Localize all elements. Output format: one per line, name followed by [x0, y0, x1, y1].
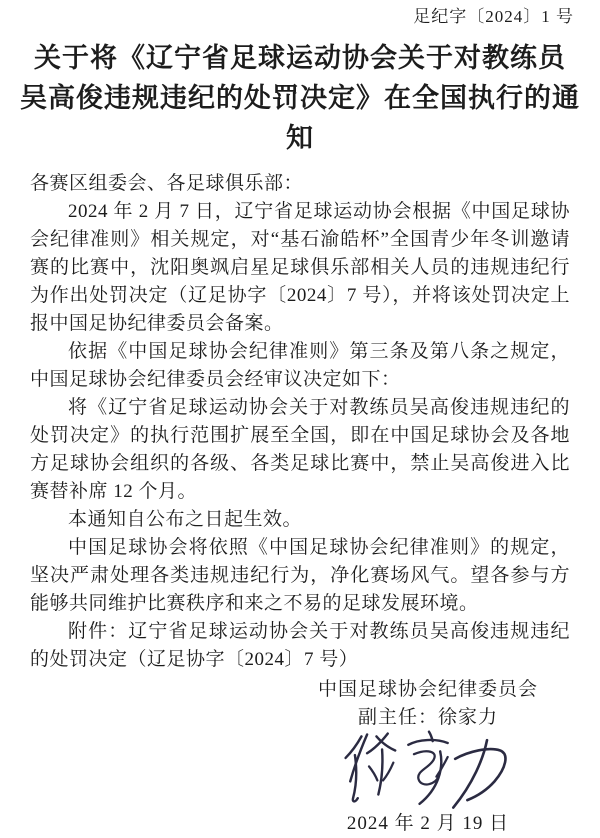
doc-number: 足纪字〔2024〕1 号	[413, 7, 574, 26]
notice-title-line-2: 吴高俊违规违纪的处罚决定》在全国执行的通知	[20, 83, 580, 153]
handwritten-signature	[339, 728, 517, 816]
paragraph-decision-background: 2024 年 2 月 7 日，辽宁省足球运动协会根据《中国足球协会纪律准则》相关规定，对“基石渝皓杯”全国青少年冬训邀请赛的比赛中，沈阳奥飒启星足球俱乐部相关人员的违规违纪行为作出处罚决定（辽足协字〔2024〕7 号），并将该处罚决定上报中国足协纪律委员会备案。	[30, 201, 570, 334]
signoff-block	[318, 676, 538, 838]
signature-strokes-icon	[339, 729, 517, 815]
signoff-organization: 中国足球协会纪律委员会	[317, 679, 538, 700]
paragraph-closing-statement: 中国足球协会将依照《中国足球协会纪律准则》的规定，坚决严肃处理各类违规违纪行为，净化赛场风气。望各参与方能够共同维护比赛秩序和来之不易的足球发展环境。	[30, 537, 570, 614]
paragraph-effective-date: 本通知自公布之日起生效。	[68, 509, 303, 530]
signoff-date: 2024 年 2 月 19 日	[346, 813, 510, 834]
notice-title-line-1: 关于将《辽宁省足球运动协会关于对教练员	[34, 43, 566, 73]
paragraph-attachment: 附件：辽宁省足球运动协会关于对教练员吴高俊违规违纪的处罚决定（辽足协字〔2024〕7 号）	[30, 621, 570, 670]
salutation: 各赛区组委会、各足球俱乐部：	[30, 173, 304, 194]
signoff-signer-title: 副主任：徐家力	[357, 707, 498, 728]
notice-body	[30, 170, 570, 674]
notice-title	[18, 38, 582, 158]
paragraph-legal-basis: 依据《中国足球协会纪律准则》第三条及第八条之规定，中国足球协会纪律委员会经审议决定如下：	[30, 341, 570, 390]
paragraph-punishment-scope: 将《辽宁省足球运动协会关于对教练员吴高俊违规违纪的处罚决定》的执行范围扩展至全国，即在中国足球协会及各地方足球协会组织的各级、各类足球比赛中，禁止吴高俊进入比赛替补席 12 个月。	[30, 397, 570, 502]
